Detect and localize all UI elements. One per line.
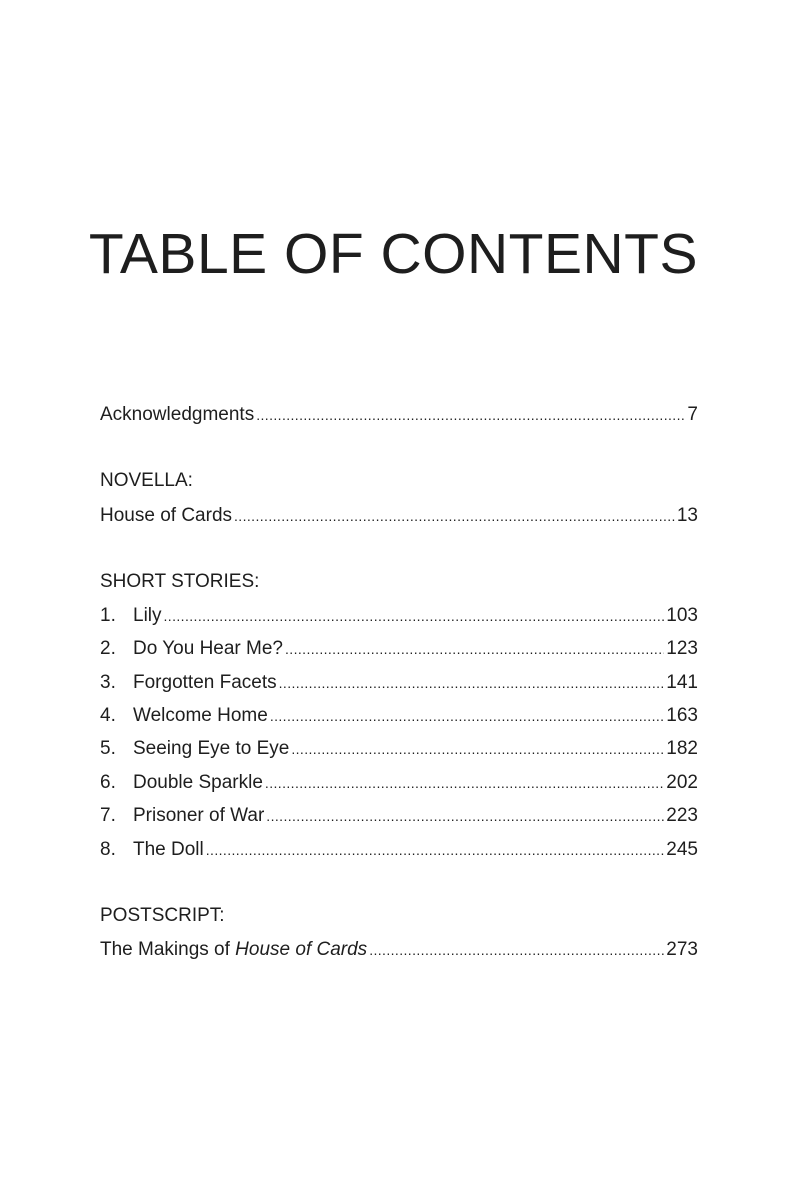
toc-entry-page: 223 <box>666 805 698 826</box>
dot-leader <box>369 935 664 965</box>
toc-entry-story[interactable] <box>100 634 698 664</box>
dot-leader <box>266 801 664 831</box>
toc-entry-story[interactable] <box>100 668 698 698</box>
story-number: 7. <box>100 805 116 826</box>
toc-entry-acknowledgments[interactable] <box>100 400 698 430</box>
toc-entry-label-prefix: The Makings of <box>100 939 236 960</box>
dot-leader <box>256 400 685 430</box>
toc-entry-story[interactable] <box>100 601 698 631</box>
toc-entry-page: 273 <box>666 939 698 960</box>
story-number: 8. <box>100 839 116 860</box>
story-number: 6. <box>100 772 116 793</box>
toc-entry-page: 123 <box>666 638 698 659</box>
toc-entry-page: 103 <box>666 605 698 626</box>
toc-entry-page: 163 <box>666 705 698 726</box>
toc-entry-label: Prisoner of War <box>133 805 265 826</box>
toc-entry-label <box>100 935 367 965</box>
dot-leader <box>265 768 664 798</box>
toc-entry-story[interactable] <box>100 835 698 865</box>
toc-entry-page: 13 <box>676 505 698 526</box>
dot-leader <box>291 734 664 764</box>
toc-entry-makings[interactable] <box>100 935 698 965</box>
page-title: TABLE OF CONTENTS <box>88 222 698 286</box>
toc-entry-label: Acknowledgments <box>100 404 255 425</box>
toc-entry-label: Double Sparkle <box>133 772 263 793</box>
toc-entry-story[interactable] <box>100 768 698 798</box>
dot-leader <box>164 601 665 631</box>
toc-entry-label: House of Cards <box>100 505 233 526</box>
toc-entry-page: 141 <box>666 672 698 693</box>
section-heading-novella: NOVELLA: <box>100 470 193 491</box>
toc-entry-label: Forgotten Facets <box>133 672 277 693</box>
toc-entry-label-italic: House of Cards <box>235 939 368 960</box>
story-number: 1. <box>100 605 116 626</box>
section-heading-postscript: POSTSCRIPT: <box>100 905 225 926</box>
story-number: 3. <box>100 672 116 693</box>
story-number: 4. <box>100 705 116 726</box>
toc-entry-page: 182 <box>666 738 698 759</box>
dot-leader <box>285 634 664 664</box>
story-number: 2. <box>100 638 116 659</box>
toc-entry-story[interactable] <box>100 701 698 731</box>
toc-entry-label: Lily <box>133 605 162 626</box>
toc-entry-label: The Doll <box>133 839 204 860</box>
toc-entry-story[interactable] <box>100 801 698 831</box>
dot-leader <box>234 501 675 531</box>
story-number: 5. <box>100 738 116 759</box>
toc-entry-page: 7 <box>687 404 698 425</box>
toc-entry-page: 245 <box>666 839 698 860</box>
toc-entry-label: Seeing Eye to Eye <box>133 738 290 759</box>
toc-entry-label: Welcome Home <box>133 705 268 726</box>
toc-entry-label: Do You Hear Me? <box>133 638 283 659</box>
dot-leader <box>206 835 665 865</box>
toc-entry-page: 202 <box>666 772 698 793</box>
toc-entry-story[interactable] <box>100 734 698 764</box>
dot-leader <box>279 668 665 698</box>
toc-entry-house-of-cards[interactable] <box>100 501 698 531</box>
dot-leader <box>270 701 664 731</box>
section-heading-short-stories: SHORT STORIES: <box>100 571 260 592</box>
